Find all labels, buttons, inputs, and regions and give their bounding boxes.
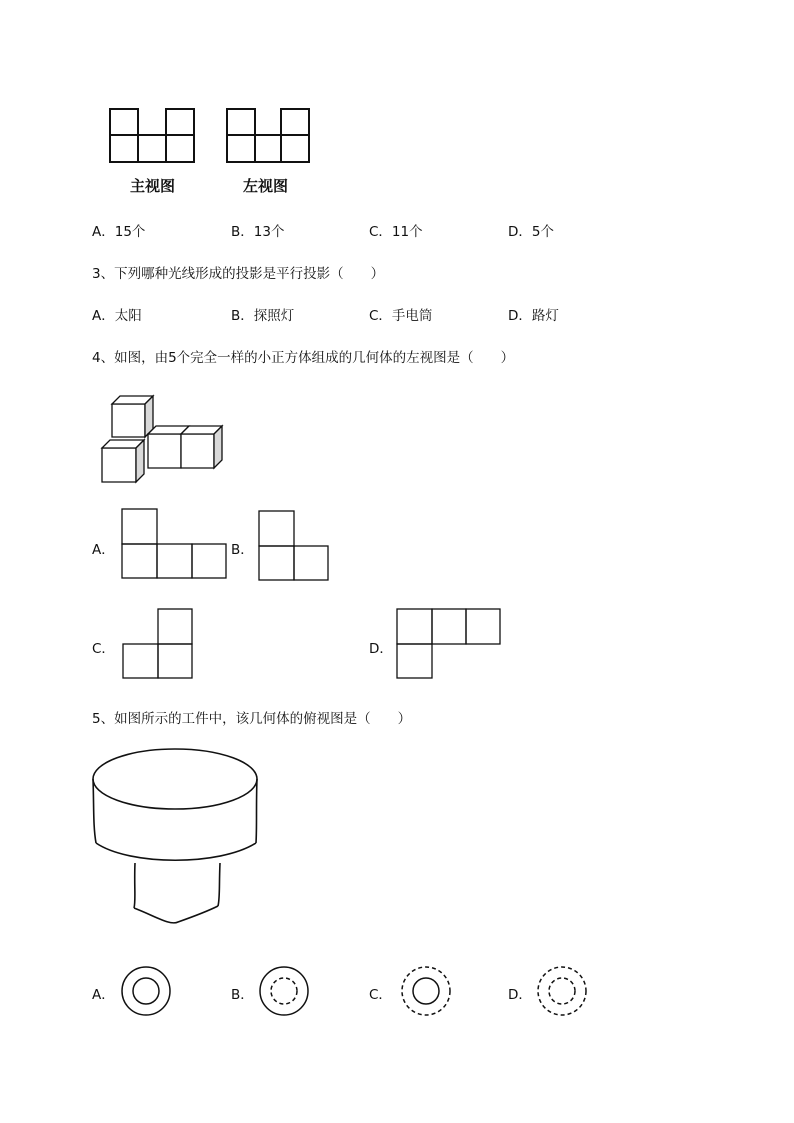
q4-option-a-figure[interactable] [121,508,229,582]
q3-option-b[interactable]: B．探照灯 [231,308,295,324]
q4-option-b-figure[interactable] [258,510,332,584]
q5-option-a-figure[interactable] [120,965,172,1017]
q4-cube-figure [98,392,228,487]
q5-option-a[interactable]: A． [92,987,115,1003]
q5-option-c-figure[interactable] [400,965,452,1017]
q5-option-b-figure[interactable] [258,965,310,1017]
q4-stem: 4、如图，由5个完全一样的小正方体组成的几何体的左视图是（ ） [92,350,515,366]
front-view-figure [108,107,198,167]
q4-option-a[interactable]: A． [92,542,115,558]
q3-option-a[interactable]: A．太阳 [92,308,142,324]
q5-stem: 5、如图所示的工件中，该几何体的俯视图是（ ） [92,711,412,727]
left-view-label: 左视图 [243,177,289,195]
q4-option-d-figure[interactable] [396,608,504,682]
left-view-figure [225,107,315,167]
q4-option-c-figure[interactable] [122,608,196,682]
q5-option-b[interactable]: B． [231,987,254,1003]
q5-option-d[interactable]: D． [508,987,532,1003]
q2-option-b[interactable]: B．13个 [231,224,285,240]
q3-option-d[interactable]: D．路灯 [508,308,559,324]
q3-stem: 3、下列哪种光线形成的投影是平行投影（ ） [92,266,385,282]
q4-option-c[interactable]: C． [92,641,115,657]
q4-option-d[interactable]: D． [369,641,393,657]
q5-option-c[interactable]: C． [369,987,392,1003]
q5-workpiece-figure [90,746,265,931]
q2-option-a[interactable]: A．15个 [92,224,146,240]
q5-option-d-figure[interactable] [536,965,588,1017]
q4-option-b[interactable]: B． [231,542,254,558]
q2-option-c[interactable]: C．11个 [369,224,423,240]
q3-option-c[interactable]: C．手电筒 [369,308,433,324]
front-view-label: 主视图 [130,177,176,195]
q2-option-d[interactable]: D．5个 [508,224,554,240]
